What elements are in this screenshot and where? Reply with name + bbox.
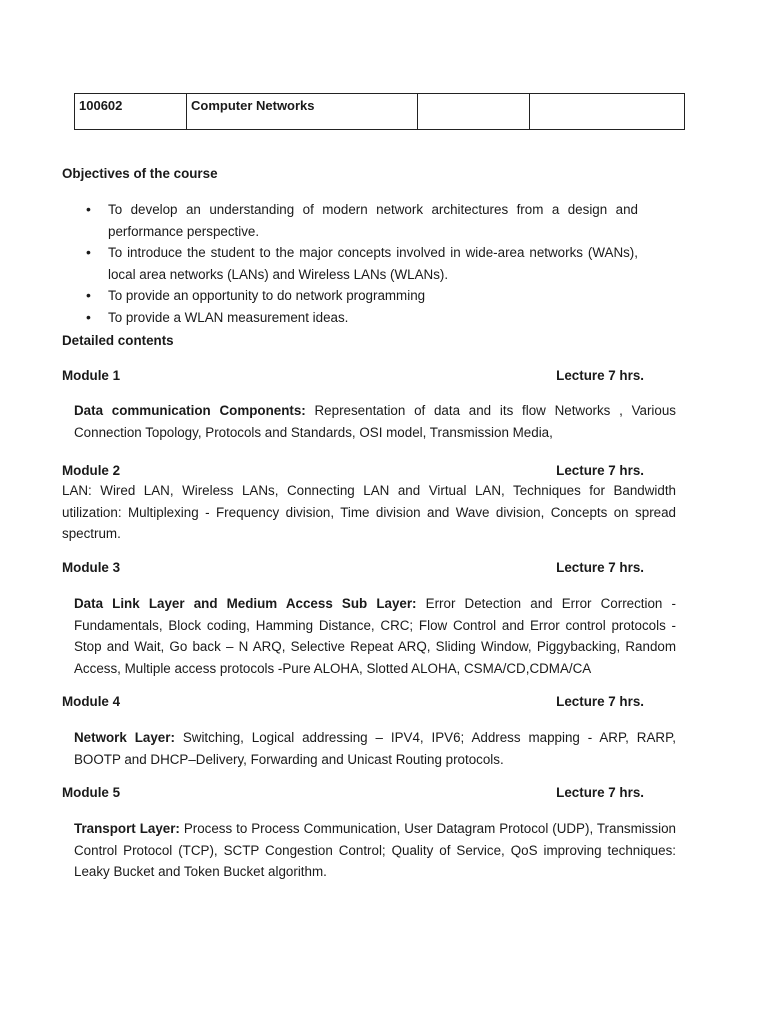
module-content [62, 480, 676, 545]
course-code: 100602 [75, 94, 187, 130]
objective-item: • To provide an opportunity to do network programming [108, 285, 638, 307]
detailed-contents-heading: Detailed contents [62, 333, 174, 348]
module-header [62, 463, 644, 478]
lecture-hours: Lecture 7 hrs. [556, 368, 644, 383]
course-title: Computer Networks [187, 94, 418, 130]
module-label: Module 1 [62, 368, 121, 383]
module-body: Process to Process Communication, User Datagram Protocol (UDP), Transmission Control Protocol (TCP), SCTP Congestion Control; Quality of Service, QoS improving techniques: Leaky Bucket and Token Bucket algorithm. [74, 821, 676, 880]
lecture-hours: Lecture 7 hrs. [556, 463, 644, 478]
module-label: Module 3 [62, 560, 121, 575]
module-label: Module 4 [62, 694, 121, 709]
objective-item: • To provide a WLAN measurement ideas. [108, 307, 638, 329]
course-table-row [75, 94, 685, 130]
module-topic: Data communication Components: [74, 403, 306, 418]
module-topic: Data Link Layer and Medium Access Sub Layer: [74, 596, 417, 611]
course-cell-4 [530, 94, 685, 130]
module-header [62, 785, 644, 800]
lecture-hours: Lecture 7 hrs. [556, 694, 644, 709]
module-header [62, 368, 644, 383]
objectives-heading: Objectives of the course [62, 166, 218, 181]
module-content [74, 818, 676, 883]
module-body: Switching, Logical addressing – IPV4, IPV6; Address mapping - ARP, RARP, BOOTP and DHCP–Delivery, Forwarding and Unicast Routing protocols. [74, 730, 676, 767]
module-label: Module 2 [62, 463, 121, 478]
objective-item: • To introduce the student to the major concepts involved in wide-area networks (WANs), local area networks (LANs) and Wireless LANs (WLANs). [108, 242, 638, 285]
module-topic: Network Layer: [74, 730, 175, 745]
course-cell-3 [418, 94, 530, 130]
module-label: Module 5 [62, 785, 121, 800]
lecture-hours: Lecture 7 hrs. [556, 785, 644, 800]
module-header [62, 560, 644, 575]
module-content [74, 593, 676, 680]
course-table [74, 93, 685, 130]
module-topic: Transport Layer: [74, 821, 180, 836]
module-body: Representation of data and its flow Networks , Various Connection Topology, Protocols and Standards, OSI model, Transmission Media, [74, 403, 676, 440]
objectives-list [108, 199, 638, 328]
module-content [74, 727, 676, 770]
module-content [74, 400, 676, 443]
module-body: Error Detection and Error Correction - Fundamentals, Block coding, Hamming Distance, CRC; Flow Control and Error control protocols - Stop and Wait, Go back – N ARQ, Selective Repeat ARQ, Sliding Window, Piggybacking, Random Access, Multiple access protocols -Pure ALOHA, Slotted ALOHA, CSMA/CD,CDMA/CA [74, 596, 676, 677]
objective-item: • To develop an understanding of modern network architectures from a design and performance perspective. [108, 199, 638, 242]
module-body: LAN: Wired LAN, Wireless LANs, Connecting LAN and Virtual LAN, Techniques for Bandwidth utilization: Multiplexing - Frequency division, Time division and Wave division, Concepts on spread spectrum. [62, 483, 676, 542]
lecture-hours: Lecture 7 hrs. [556, 560, 644, 575]
module-header [62, 694, 644, 709]
